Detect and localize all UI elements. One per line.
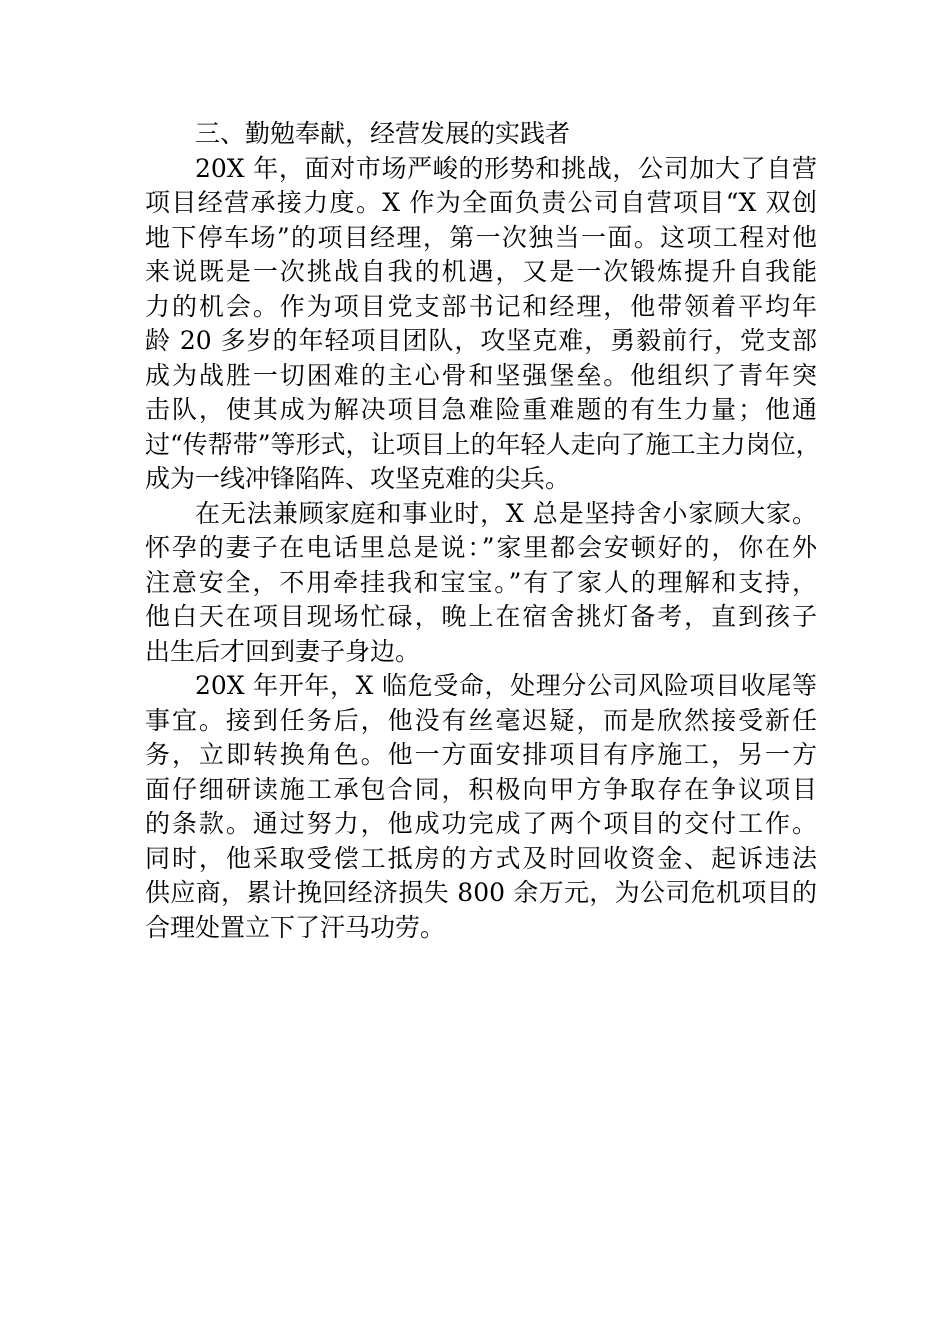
paragraph-line: 成为战胜一切困难的主心骨和坚强堡垒。他组织了青年突 (145, 360, 817, 390)
paragraph-line: 面仔细研读施工承包合同，积极向甲方争取存在争议项目 (145, 774, 817, 804)
paragraph-3 (145, 669, 817, 945)
paragraph-line: 20X 年开年，X 临危受命，处理分公司风险项目收尾等 (195, 671, 817, 700)
paragraph-line: 的条款。通过努力，他成功完成了两个项目的交付工作。 (145, 809, 817, 838)
paragraph-line: 同时，他采取受偿工抵房的方式及时回收资金、起诉违法 (145, 843, 817, 873)
paragraph-line: 在无法兼顾家庭和事业时，X 总是坚持舍小家顾大家。 (195, 498, 817, 528)
paragraph-line: 怀孕的妻子在电话里总是说：”家里都会安顿好的，你在外 (145, 533, 817, 562)
paragraph-1 (145, 152, 821, 497)
paragraph-line: 务，立即转换角色。他一方面安排项目有序施工，另一方 (145, 740, 817, 769)
paragraph-line: 注意安全，不用牵挂我和宝宝。”有了家人的理解和支持， (145, 567, 817, 597)
paragraph-line: 地下停车场”的项目经理，第一次独当一面。这项工程对他 (145, 222, 817, 252)
paragraph-line: 来说既是一次挑战自我的机遇，又是一次锻炼提升自我能 (145, 257, 817, 286)
paragraph-line: 合理处置立下了汗马功劳。 (145, 912, 446, 942)
paragraph-line: 力的机会。作为项目党支部书记和经理，他带领着平均年 (145, 291, 817, 321)
paragraph-line: 击队，使其成为解决项目急难险重难题的有生力量；他通 (145, 395, 817, 424)
document-body (145, 117, 821, 945)
paragraph-line: 项目经营承接力度。X 作为全面负责公司自营项目“X 双创 (145, 188, 817, 217)
paragraph-line: 过“传帮带”等形式，让项目上的年轻人走向了施工主力岗位， (145, 429, 821, 459)
paragraph-line: 出生后才回到妻子身边。 (145, 636, 421, 666)
paragraph-2 (145, 497, 817, 670)
paragraph-line: 龄 20 多岁的年轻项目团队，攻坚克难，勇毅前行，党支部 (145, 326, 817, 355)
paragraph-line: 成为一线冲锋陷阵、攻坚克难的尖兵。 (145, 464, 571, 493)
paragraph-line: 20X 年，面对市场严峻的形势和挑战，公司加大了自营 (195, 153, 817, 183)
section-heading: 三、勤勉奉献，经营发展的实践者 (195, 119, 571, 148)
paragraph-line: 事宜。接到任务后，他没有丝毫迟疑，而是欣然接受新任 (145, 705, 817, 735)
paragraph-line: 供应商，累计挽回经济损失 800 余万元，为公司危机项目的 (145, 878, 817, 907)
paragraph-line: 他白天在项目现场忙碌，晚上在宿舍挑灯备考，直到孩子 (145, 602, 817, 631)
